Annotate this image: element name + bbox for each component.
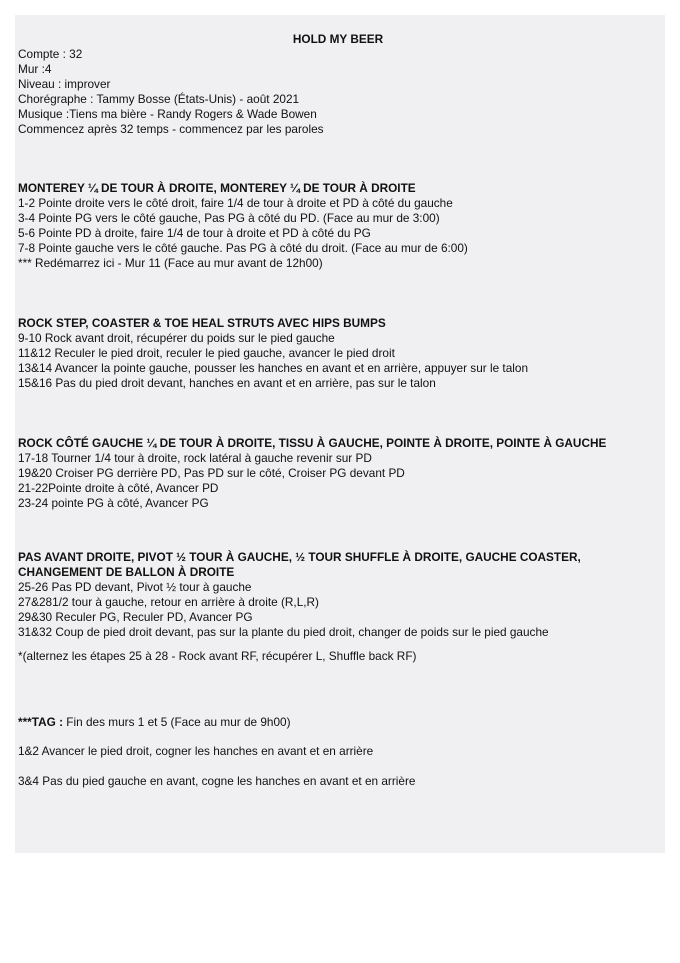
step-line: 27&281/2 tour à gauche, retour en arrière à droite (R,L,R) (18, 595, 319, 609)
info-start: Commencez après 32 temps - commencez par les paroles (18, 122, 324, 136)
step-line: 5-6 Pointe PD à droite, faire 1/4 de tour à droite et PD à côté du PG (18, 226, 371, 240)
step-line: 29&30 Reculer PG, Reculer PD, Avancer PG (18, 610, 253, 624)
info-count: Compte : 32 (18, 47, 83, 61)
step-line: 17-18 Tourner 1/4 tour à droite, rock latéral à gauche revenir sur PD (18, 451, 372, 465)
tag-step-line: 3&4 Pas du pied gauche en avant, cogne les hanches en avant et en arrière (18, 774, 416, 788)
section-4 (18, 550, 658, 664)
step-line: 3-4 Pointe PG vers le côté gauche, Pas PG à côté du PD. (Face au mur de 3:00) (18, 211, 440, 225)
step-line: 15&16 Pas du pied droit devant, hanches en avant et en arrière, pas sur le talon (18, 376, 436, 390)
section-3 (18, 436, 658, 511)
tag-text: Fin des murs 1 et 5 (Face au mur de 9h00) (63, 715, 291, 729)
section-heading-continued: CHANGEMENT DE BALLON À DROITE (18, 565, 235, 579)
tag-line (18, 715, 658, 730)
document-title: HOLD MY BEER (292, 32, 384, 46)
step-line: 11&12 Reculer le pied droit, reculer le pied gauche, avancer le pied droit (18, 346, 395, 360)
step-line: *** Redémarrez ici - Mur 11 (Face au mur avant de 12h00) (18, 256, 323, 270)
section-2 (18, 316, 658, 391)
info-choreographer: Chorégraphe : Tammy Bosse (États-Unis) - août 2021 (18, 92, 300, 106)
step-line: 13&14 Avancer la pointe gauche, pousser les hanches en avant et en arrière, appuyer sur le talon (18, 361, 529, 375)
document-page (15, 15, 665, 853)
tag-label: ***TAG : (18, 715, 64, 729)
header-block (18, 32, 658, 137)
info-music: Musique :Tiens ma bière - Randy Rogers & Wade Bowen (18, 107, 317, 121)
note-line: *(alternez les étapes 25 à 28 - Rock avant RF, récupérer L, Shuffle back RF) (18, 649, 417, 663)
step-line: 1-2 Pointe droite vers le côté droit, faire 1/4 de tour à droite et PD à côté du gauche (18, 196, 453, 210)
info-walls: Mur :4 (18, 62, 52, 76)
step-line: 23-24 pointe PG à côté, Avancer PG (18, 496, 209, 510)
section-heading: MONTEREY ¼ DE TOUR À DROITE, MONTEREY ¼ DE TOUR À DROITE (18, 181, 416, 195)
info-level: Niveau : improver (18, 77, 111, 91)
section-1 (18, 181, 658, 271)
section-heading: ROCK CÔTÉ GAUCHE ¼ DE TOUR À DROITE, TISSU À GAUCHE, POINTE À DROITE, POINTE À GAUCHE (18, 436, 607, 450)
step-line: 21-22Pointe droite à côté, Avancer PD (18, 481, 219, 495)
tag-section (18, 715, 658, 789)
step-line: 9-10 Rock avant droit, récupérer du poids sur le pied gauche (18, 331, 335, 345)
step-line: 31&32 Coup de pied droit devant, pas sur la plante du pied droit, changer de poids sur le pied gauche (18, 625, 549, 639)
step-line: 7-8 Pointe gauche vers le côté gauche. Pas PG à côté du droit. (Face au mur de 6:00) (18, 241, 468, 255)
section-heading: ROCK STEP, COASTER & TOE HEAL STRUTS AVEC HIPS BUMPS (18, 316, 386, 330)
step-line: 25-26 Pas PD devant, Pivot ½ tour à gauche (18, 580, 252, 594)
step-line: 19&20 Croiser PG derrière PD, Pas PD sur le côté, Croiser PG devant PD (18, 466, 405, 480)
section-heading: PAS AVANT DROITE, PIVOT ½ TOUR À GAUCHE, ½ TOUR SHUFFLE À DROITE, GAUCHE COASTER, (18, 550, 581, 564)
tag-step-line: 1&2 Avancer le pied droit, cogner les hanches en avant et en arrière (18, 744, 374, 758)
